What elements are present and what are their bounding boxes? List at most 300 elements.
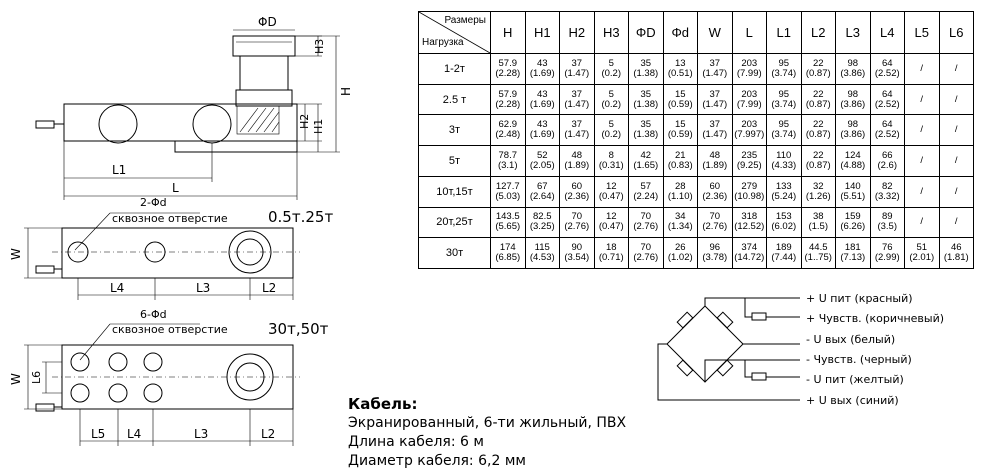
table-row [419,84,974,115]
table-row [419,54,974,85]
cell-mm-value: 37 [709,119,721,131]
table-cell [525,115,560,146]
cell-mm-value: 32 [812,180,824,192]
column-header: L2 [801,12,836,54]
table-cell [629,115,664,146]
cell-mm-value: 153 [775,211,792,223]
cell-inch-value: (1.69) [529,129,555,141]
column-header: H2 [560,12,595,54]
caption-small-range: 0.5т.25т [268,208,334,226]
table-cell [870,54,905,85]
table-cell [560,176,595,207]
table-cell [560,238,595,269]
cell-mm-value: 52 [536,149,548,161]
cell-mm-value: 98 [847,57,859,69]
cell-mm-value: 95 [778,57,790,69]
cell-mm-value: 133 [775,180,792,192]
label-through-hole-2: сквозное отверстие [112,323,228,336]
cell-mm-value: 8 [608,149,614,161]
column-header: L3 [836,12,871,54]
cell-mm-value: 82 [881,180,893,192]
column-header: L1 [767,12,802,54]
cell-mm-value: / [920,93,924,105]
label-w-1: W [9,248,23,260]
cell-inch-value: (0.87) [805,98,831,110]
table-cell [525,146,560,177]
label-l1: L1 [112,163,127,177]
table-cell [594,115,629,146]
column-header: H3 [594,12,629,54]
table-cell [905,238,940,269]
table-cell [836,115,871,146]
load-label: 2.5 т [419,84,491,115]
cell-inch-value: (14.72) [734,252,765,264]
table-cell [870,146,905,177]
cell-mm-value: 5 [608,88,614,100]
table-cell [836,54,871,85]
cell-inch-value: (5.24) [771,190,797,202]
cell-mm-value: 70 [571,211,583,223]
cell-inch-value: (3.32) [874,190,900,202]
cell-inch-value: (3.78) [702,252,728,264]
corner-dimensions-label: Размеры [444,15,486,26]
label-h3: H3 [313,38,326,54]
wire-label-1: + U пит (красный) [806,292,913,305]
cell-mm-value: 174 [499,242,516,254]
cell-mm-value: / [920,216,924,228]
table-cell [698,238,733,269]
column-header: ΦD [629,12,664,54]
label-l: L [172,181,179,195]
load-label: 1-2т [419,54,491,85]
table-cell [594,176,629,207]
table-cell [732,238,767,269]
cell-mm-value: 15 [674,119,686,131]
table-cell [767,84,802,115]
table-cell [663,84,698,115]
cell-inch-value: (3.5) [877,221,898,233]
wiring-diagram [658,292,944,407]
table-cell [870,207,905,238]
label-l2-2: L2 [261,427,276,441]
table-cell [939,115,974,146]
cell-inch-value: (0.47) [598,221,624,233]
label-through-hole-1: сквозное отверстие [112,212,228,225]
label-l3-1: L3 [196,281,211,295]
table-cell [663,238,698,269]
cell-inch-value: (1.10) [667,190,693,202]
cell-mm-value: 70 [709,211,721,223]
table-cell [629,207,664,238]
table-cell [801,146,836,177]
cell-inch-value: (6.02) [771,221,797,233]
cell-inch-value: (12.52) [734,221,765,233]
cell-mm-value: 57.9 [498,88,517,100]
cell-mm-value: 34 [674,211,686,223]
table-cell [836,207,871,238]
cell-inch-value: (1.81) [943,252,969,264]
cell-inch-value: (2.05) [529,159,555,171]
cell-inch-value: (7.99) [736,67,762,79]
cell-inch-value: (3.54) [564,252,590,264]
column-header: L [732,12,767,54]
cell-inch-value: (3.86) [840,67,866,79]
cell-mm-value: 89 [881,211,893,223]
cell-inch-value: (0.83) [667,159,693,171]
cell-mm-value: 203 [741,88,758,100]
cell-inch-value: (1.5) [808,221,829,233]
cell-inch-value: (6.85) [495,252,521,264]
cell-mm-value: 22 [812,88,824,100]
table-cell [732,54,767,85]
cell-inch-value: (2.76) [702,221,728,233]
cell-inch-value: (7.997) [734,129,765,141]
cell-inch-value: (2.52) [874,129,900,141]
table-corner-cell [419,12,491,54]
cell-inch-value: (7.13) [840,252,866,264]
table-cell [698,146,733,177]
cell-mm-value: 35 [640,119,652,131]
table-cell [939,84,974,115]
cell-inch-value: (1.26) [805,190,831,202]
cell-mm-value: / [954,216,958,228]
cell-mm-value: 78.7 [498,149,517,161]
table-cell [491,84,526,115]
cell-mm-value: 38 [812,211,824,223]
cell-mm-value: 35 [640,88,652,100]
cell-mm-value: 5 [608,119,614,131]
table-cell [767,54,802,85]
table-cell [560,146,595,177]
cell-inch-value: (2.36) [702,190,728,202]
cell-inch-value: (3.74) [771,129,797,141]
label-l4-2: L4 [127,427,142,441]
cell-mm-value: 90 [571,242,583,254]
column-header: L4 [870,12,905,54]
cell-inch-value: (1..75) [804,252,832,264]
column-header: H1 [525,12,560,54]
cell-inch-value: (3.86) [840,129,866,141]
cell-mm-value: / [920,62,924,74]
cell-inch-value: (1.38) [633,98,659,110]
cell-mm-value: 12 [605,180,617,192]
cell-mm-value: 70 [640,242,652,254]
cell-inch-value: (2.76) [564,221,590,233]
cell-inch-value: (0.2) [601,129,622,141]
table-cell [594,238,629,269]
table-cell [870,115,905,146]
load-label: 10т,15т [419,176,491,207]
cell-mm-value: 98 [847,119,859,131]
cell-inch-value: (2.36) [564,190,590,202]
cell-inch-value: (1.47) [564,67,590,79]
table-row [419,238,974,269]
label-h: H [339,86,353,96]
cell-inch-value: (7.44) [771,252,797,264]
table-cell [525,207,560,238]
table-cell [560,84,595,115]
table-cell [801,207,836,238]
table-cell [629,54,664,85]
cell-inch-value: (3.74) [771,67,797,79]
table-cell [905,176,940,207]
cell-inch-value: (0.87) [805,159,831,171]
column-header: H [491,12,526,54]
table-cell [870,238,905,269]
table-cell [939,146,974,177]
cell-inch-value: (6.26) [840,221,866,233]
cell-inch-value: (4.33) [771,159,797,171]
cell-mm-value: 37 [571,57,583,69]
cell-inch-value: (1.69) [529,67,555,79]
table-cell [732,176,767,207]
top-view-small-drawing [9,196,333,300]
cell-mm-value: 66 [881,149,893,161]
wire-label-5: - U пит (желтый) [806,373,904,386]
cell-mm-value: 95 [778,119,790,131]
cell-mm-value: 95 [778,88,790,100]
cell-mm-value: 37 [571,119,583,131]
wire-label-6: + U вых (синий) [806,394,899,407]
cell-inch-value: (2.6) [877,159,898,171]
load-label: 5т [419,146,491,177]
cell-inch-value: (1.65) [633,159,659,171]
table-cell [767,115,802,146]
cell-mm-value: 203 [741,57,758,69]
cell-inch-value: (2.99) [874,252,900,264]
cell-mm-value: 22 [812,57,824,69]
cell-inch-value: (2.76) [633,252,659,264]
label-hole2: 2-Φd [140,196,167,209]
table-cell [801,238,836,269]
cell-inch-value: (1.89) [702,159,728,171]
column-header: Φd [663,12,698,54]
table-cell [663,54,698,85]
cell-inch-value: (0.2) [601,67,622,79]
cell-inch-value: (5.03) [495,190,521,202]
cell-inch-value: (1.47) [702,67,728,79]
cell-mm-value: 143.5 [495,211,520,223]
cell-mm-value: 37 [571,88,583,100]
cell-mm-value: 67 [536,180,548,192]
label-l4-1: L4 [110,281,125,295]
cell-inch-value: (4.88) [840,159,866,171]
cell-mm-value: / [954,185,958,197]
cell-mm-value: 28 [674,180,686,192]
cell-mm-value: 181 [844,242,861,254]
caption-large-range: 30т,50т [268,320,329,338]
table-cell [491,238,526,269]
table-cell [905,84,940,115]
cell-inch-value: (2.52) [874,98,900,110]
table-cell [801,115,836,146]
cell-mm-value: / [920,154,924,166]
cell-mm-value: 82.5 [533,211,552,223]
label-l3-2: L3 [194,427,209,441]
table-cell [732,115,767,146]
cell-mm-value: / [954,154,958,166]
table-cell [491,146,526,177]
table-cell [939,176,974,207]
cell-mm-value: 235 [741,149,758,161]
cell-mm-value: 21 [674,149,686,161]
cell-inch-value: (0.87) [805,67,831,79]
table-cell [629,238,664,269]
cell-mm-value: 51 [916,242,928,254]
cell-inch-value: (2.28) [495,67,521,79]
cell-inch-value: (10.98) [734,190,765,202]
cell-inch-value: (4.53) [529,252,555,264]
table-cell [525,238,560,269]
cell-inch-value: (2.64) [529,190,555,202]
table-cell [939,238,974,269]
cell-inch-value: (9.25) [736,159,762,171]
table-cell [698,115,733,146]
wire-label-3: - U вых (белый) [806,333,896,346]
cell-inch-value: (0.59) [667,129,693,141]
top-view-large-drawing [9,308,329,446]
cell-mm-value: 60 [709,180,721,192]
table-cell [767,146,802,177]
cell-inch-value: (1.89) [564,159,590,171]
table-cell [801,54,836,85]
table-cell [560,207,595,238]
table-header-row [419,12,974,54]
cell-inch-value: (5.51) [840,190,866,202]
cell-mm-value: 22 [812,149,824,161]
table-cell [560,115,595,146]
cell-mm-value: 62.9 [498,119,517,131]
table-cell [491,54,526,85]
label-w-2: W [9,373,23,385]
table-body [419,54,974,269]
table-cell [905,207,940,238]
table-cell [698,207,733,238]
cell-inch-value: (0.71) [598,252,624,264]
cell-mm-value: 279 [741,180,758,192]
cell-inch-value: (2.24) [633,190,659,202]
table-cell [870,84,905,115]
table-cell [663,176,698,207]
cell-inch-value: (1.47) [702,129,728,141]
cell-inch-value: (1.34) [667,221,693,233]
cell-inch-value: (2.52) [874,67,900,79]
cell-mm-value: 12 [605,211,617,223]
cell-mm-value: 37 [709,57,721,69]
cell-mm-value: 46 [950,242,962,254]
table-cell [525,84,560,115]
cell-mm-value: 42 [640,149,652,161]
cell-mm-value: 64 [881,57,893,69]
table-cell [836,176,871,207]
cell-mm-value: 76 [881,242,893,254]
table-cell [663,115,698,146]
cell-inch-value: (2.28) [495,98,521,110]
table-cell [560,54,595,85]
cell-mm-value: / [954,93,958,105]
table-cell [525,176,560,207]
cell-inch-value: (3.25) [529,221,555,233]
cell-inch-value: (0.2) [601,98,622,110]
table-cell [491,115,526,146]
cell-mm-value: 98 [847,88,859,100]
cell-mm-value: 22 [812,119,824,131]
cell-inch-value: (1.02) [667,252,693,264]
cell-inch-value: (1.47) [564,129,590,141]
cell-mm-value: 13 [674,57,686,69]
table-cell [905,54,940,85]
cell-mm-value: 43 [536,88,548,100]
cell-inch-value: (0.59) [667,98,693,110]
table-cell [836,238,871,269]
table-cell [491,176,526,207]
table-cell [491,207,526,238]
cell-inch-value: (1.47) [564,98,590,110]
cell-mm-value: 96 [709,242,721,254]
table-cell [939,207,974,238]
cell-inch-value: (2.48) [495,129,521,141]
cell-mm-value: 18 [605,242,617,254]
table-cell [905,115,940,146]
cell-inch-value: (2.01) [909,252,935,264]
table-cell [905,146,940,177]
table-cell [698,54,733,85]
table-cell [801,176,836,207]
table-cell [939,54,974,85]
table-cell [629,176,664,207]
cell-mm-value: 57.9 [498,57,517,69]
table-cell [594,54,629,85]
cell-mm-value: 189 [775,242,792,254]
column-header: W [698,12,733,54]
table-row [419,115,974,146]
cell-mm-value: 48 [571,149,583,161]
cell-mm-value: 43 [536,119,548,131]
table-cell [698,84,733,115]
cable-title: Кабель: [348,395,418,413]
side-view-drawing [36,15,353,200]
cell-mm-value: 159 [844,211,861,223]
cell-mm-value: 127.7 [495,180,520,192]
cell-mm-value: 5 [608,57,614,69]
cell-inch-value: (3.86) [840,98,866,110]
table-cell [767,207,802,238]
cell-mm-value: / [954,124,958,136]
cell-mm-value: 48 [709,149,721,161]
cell-inch-value: (1.38) [633,67,659,79]
cell-inch-value: (0.87) [805,129,831,141]
cell-inch-value: (3.1) [497,159,518,171]
table-cell [663,207,698,238]
cable-length: Длина кабеля: 6 м [348,434,484,450]
cell-mm-value: 70 [640,211,652,223]
cell-mm-value: 64 [881,119,893,131]
table-cell [698,176,733,207]
table-cell [801,84,836,115]
cell-inch-value: (2.76) [633,221,659,233]
cell-mm-value: 374 [741,242,758,254]
cell-mm-value: 44.5 [809,242,828,254]
table-cell [870,176,905,207]
table-row [419,146,974,177]
label-l6: L6 [30,370,43,384]
cell-mm-value: / [954,62,958,74]
table-cell [525,54,560,85]
wire-label-4: - Чувств. (черный) [806,353,912,366]
label-hole6: 6-Φd [140,308,167,321]
cell-mm-value: 115 [534,242,550,254]
cell-mm-value: 318 [741,211,758,223]
